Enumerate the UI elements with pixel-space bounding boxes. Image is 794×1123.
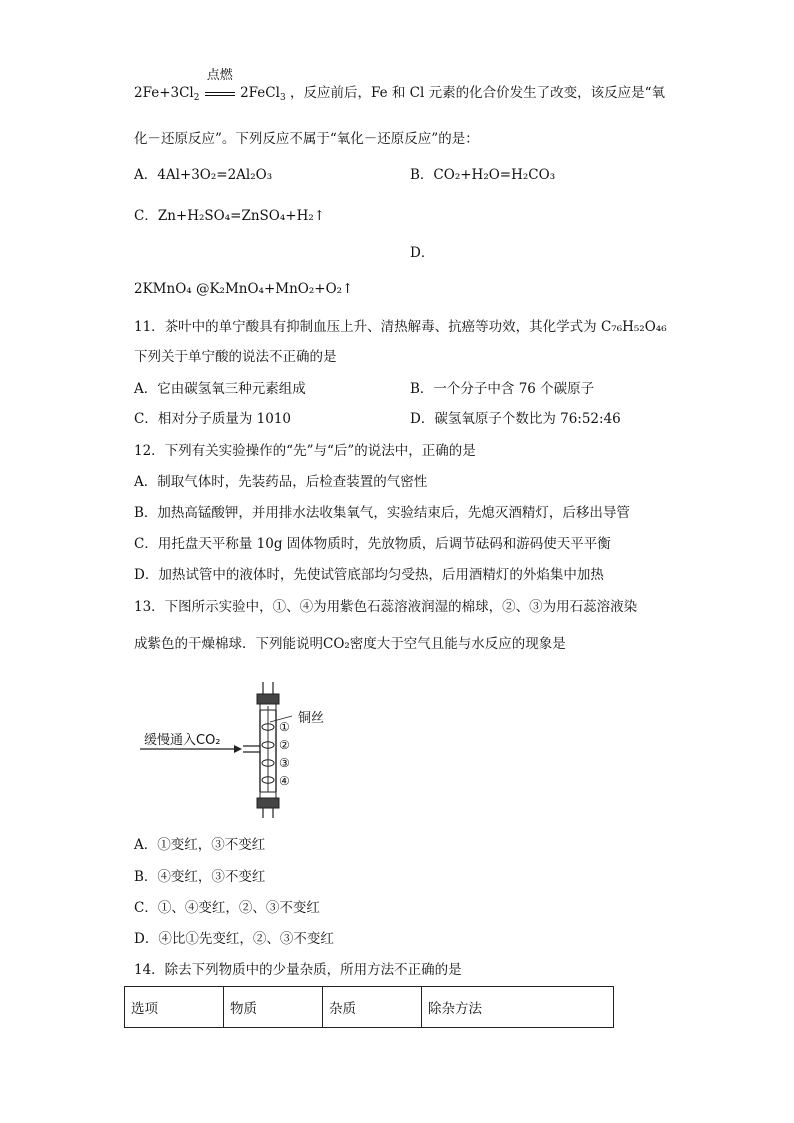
q12-option-d: D．加热试管中的液体时，先使试管底部均匀受热，后用酒精灯的外焰集中加热 xyxy=(134,567,604,583)
q11-option-d: D．碳氢氧原子个数比为 76:52:46 xyxy=(410,411,621,427)
q10-option-d-letter: D． xyxy=(410,245,435,261)
apparatus-figure xyxy=(140,680,360,820)
q11-option-a: A．它由碳氢氧三种元素组成 xyxy=(134,381,306,397)
table-header-row xyxy=(125,987,614,1028)
reaction-condition: 点燃 xyxy=(206,68,233,83)
q11-option-b: B．一个分子中含 76 个碳原子 xyxy=(410,381,595,397)
q11-stem-1: 11．茶叶中的单宁酸具有抑制血压上升、清热解毒、抗癌等功效，其化学式为 C₇₆H₅₂O₄₆ xyxy=(134,319,667,335)
q13-stem-2: 成紫色的干燥棉球．下列能说明CO₂密度大于空气且能与水反应的现象是 xyxy=(134,636,566,652)
reaction-condition-arrow xyxy=(204,68,236,102)
equation-right-sub: 3 xyxy=(279,93,286,103)
marker-3: ③ xyxy=(279,756,290,770)
header-impurity: 杂质 xyxy=(323,987,422,1028)
q12-option-a: A．制取气体时，先装药品，后检查装置的气密性 xyxy=(134,474,428,490)
q13-option-c: C．①、④变红，②、③不变红 xyxy=(134,900,320,916)
header-option: 选项 xyxy=(125,987,224,1028)
q13-option-a: A．①变红，③不变红 xyxy=(134,837,266,853)
q10-option-c: C．Zn+H₂SO₄=ZnSO₄+H₂↑ xyxy=(134,208,326,224)
q10-option-b: B．CO₂+H₂O=H₂CO₃ xyxy=(410,167,556,183)
intro-line-1 xyxy=(134,68,666,103)
q14-stem: 14．除去下列物质中的少量杂质，所用方法不正确的是 xyxy=(134,962,462,978)
q12-stem: 12．下列有关实验操作的“先”与“后”的说法中，正确的是 xyxy=(134,443,476,459)
header-substance: 物质 xyxy=(224,987,323,1028)
header-method: 除杂方法 xyxy=(422,987,614,1028)
marker-1: ① xyxy=(279,720,290,734)
equation-left: 2Fe+3Cl xyxy=(134,85,194,101)
q12-option-b: B．加热高锰酸钾，并用排水法收集氧气，实验结束后，先熄灭酒精灯，后移出导管 xyxy=(134,505,630,521)
marker-2: ② xyxy=(279,738,290,752)
q11-option-c: C．相对分子质量为 1010 xyxy=(134,411,291,427)
inlet-label: 缓慢通入CO₂ xyxy=(144,733,221,748)
q10-option-d-text: 2KMnO₄ @K₂MnO₄+MnO₂+O₂↑ xyxy=(134,281,354,297)
co2-experiment-diagram xyxy=(140,680,360,824)
wire-label: 铜丝 xyxy=(298,711,325,726)
intro-text-2: 化－还原反应”。下列反应不属于“氧化－还原反应”的是： xyxy=(134,131,479,147)
q10-option-a: A．4Al+3O₂=2Al₂O₃ xyxy=(134,167,273,183)
equation-left-sub: 2 xyxy=(193,93,200,103)
q13-stem-1: 13．下图所示实验中，①、④为用紫色石蕊溶液润湿的棉球，②、③为用石蕊溶液染 xyxy=(134,599,638,615)
equation-right: 2FeCl xyxy=(240,85,280,101)
intro-text-1: ，反应前后，Fe 和 Cl 元素的化合价发生了改变，该反应是“氧 xyxy=(289,85,666,101)
q13-option-b: B．④变红，③不变红 xyxy=(134,869,266,885)
q14-table xyxy=(124,986,614,1028)
q13-option-d: D．④比①先变红，②、③不变红 xyxy=(134,931,334,947)
q12-option-c: C．用托盘天平称量 10g 固体物质时，先放物质，后调节砝码和游码使天平平衡 xyxy=(134,536,611,552)
q11-stem-2: 下列关于单宁酸的说法不正确的是 xyxy=(134,349,337,365)
marker-4: ④ xyxy=(279,774,290,788)
